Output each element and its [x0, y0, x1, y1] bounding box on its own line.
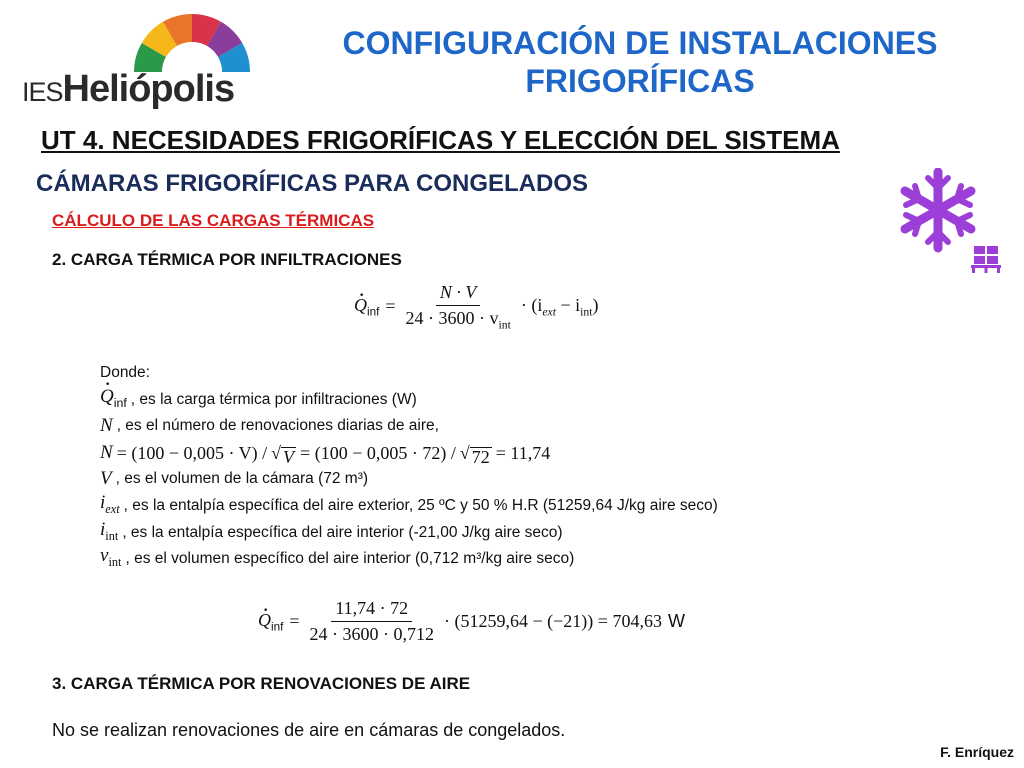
section-2-title: CARGA TÉRMICA POR INFILTRACIONES [70, 250, 402, 269]
n-formula-radicand-v: V [283, 447, 295, 468]
formula2-numerator: 11,74 · 72 [331, 598, 412, 622]
donde-n: N , es el número de renovaciones diarias de aire, [100, 413, 718, 440]
section-2-number: 2. [52, 250, 67, 269]
n-formula-part-c: = (100 − 0,005 · 72) / [300, 442, 456, 463]
donde-intro: Donde: [100, 364, 150, 381]
n-formula-radicand-72: 72 [471, 447, 490, 468]
formula-infiltration-result: · $Q_{inf}$ = $\frac{11,74 \cdot 72}{24 \cdot 3600 \cdot 0,712}$ · (51259,64 − (−21)) = 704,63 W [258, 598, 685, 645]
section-subtitle: CÁMARAS FRIGORÍFICAS PARA CONGELADOS [36, 170, 588, 197]
section-3-title: CARGA TÉRMICA POR RENOVACIONES DE AIRE [70, 674, 471, 693]
logo-prefix: IES [22, 77, 63, 107]
formula1-minus: − i [560, 295, 581, 315]
formula2-denominator: 24 · 3600 · 0,712 [309, 624, 435, 644]
donde-n-formula: N = (100 − 0,005 · V) / √ V = (100 − 0,005 · 72) / √ 72 = 11,74 [100, 441, 551, 468]
formula1-numerator: N · V [436, 282, 481, 306]
logo-wordmark [22, 68, 234, 111]
donde-iext-desc: , es la entalpía específica del aire exterior, 25 ºC y 50 % H.R (51259,64 J/kg aire seco) [123, 496, 718, 514]
section-3-text: No se realizan renovaciones de aire en cámaras de congelados. [52, 720, 566, 740]
donde-iext: $i_{ext}$ , es la entalpía específica del aire exterior, 25 ºC y 50 % H.R (51259,64 J/kg aire seco) [100, 493, 718, 520]
formula1-denominator: 24 · 3600 · v [405, 308, 499, 328]
formula-infiltration: · $Q_{inf}$ = $\frac{N \cdot V}{24 \cdot 3600 \cdot v_{int}}$ · $(i_{ext} - i_{int})$ [354, 282, 598, 332]
formula1-denominator-sub: int [498, 318, 511, 332]
formula2-rest: · (51259,64 − (−21)) = 704,63 [444, 611, 662, 631]
donde-iint: $i_{int}$ , es la entalpía específica del aire interior (-21,00 J/kg aire seco) [100, 520, 718, 547]
variable-definitions [100, 360, 718, 573]
formula2-fraction [306, 598, 439, 645]
footer-author: F. Enríquez [940, 744, 1014, 760]
donde-iint-desc: , es la entalpía específica del aire interior (-21,00 J/kg aire seco) [122, 523, 563, 541]
donde-v-desc: , es el volumen de la cámara (72 m³) [115, 470, 369, 488]
formula1-fraction [402, 282, 515, 332]
formula1-lhs-sub: inf [367, 305, 380, 319]
page-title-line1: CONFIGURACIÓN DE INSTALACIONES [342, 25, 938, 61]
logo-name: Heliópolis [62, 68, 235, 110]
donde-vint: $v_{int}$ , es el volumen específico del aire interior (0,712 m³/kg aire seco) [100, 546, 718, 573]
donde-v: V , es el volumen de la cámara (72 m³) [100, 466, 718, 493]
formula1-factor: · (i [520, 295, 543, 315]
snowflake-icon [896, 168, 1004, 274]
pallet-icon [971, 246, 1001, 273]
page-title [280, 24, 1000, 100]
formula1-lhs: · Q [354, 295, 367, 316]
donde-vint-desc: , es el volumen específico del aire interior (0,712 m³/kg aire seco) [125, 550, 575, 568]
formula1-close: ) [592, 295, 599, 315]
section-3-heading [52, 674, 470, 694]
section-3-number: 3. [52, 674, 67, 693]
formula1-iext-sub: ext [542, 305, 556, 319]
n-formula-part-a: = (100 − 0,005 · V) / [116, 442, 268, 463]
section-2-heading [52, 250, 402, 270]
donde-q-desc: , es la carga térmica por infiltraciones (W) [130, 390, 417, 408]
formula1-iint-sub: int [580, 305, 593, 319]
unit-title: UT 4. NECESIDADES FRIGORÍFICAS Y ELECCIÓN DEL SISTEMA [41, 125, 840, 155]
calc-heading: CÁLCULO DE LAS CARGAS TÉRMICAS [52, 211, 375, 230]
donde-n-desc: , es el número de renovaciones diarias de aire, [116, 417, 439, 435]
n-formula-result: = 11,74 [495, 442, 551, 463]
formula2-unit: W [667, 611, 685, 631]
donde-q: · $Q_{inf}$ , es la carga térmica por infiltraciones (W) [100, 387, 718, 414]
page-title-line2: FRIGORÍFICAS [525, 63, 755, 99]
